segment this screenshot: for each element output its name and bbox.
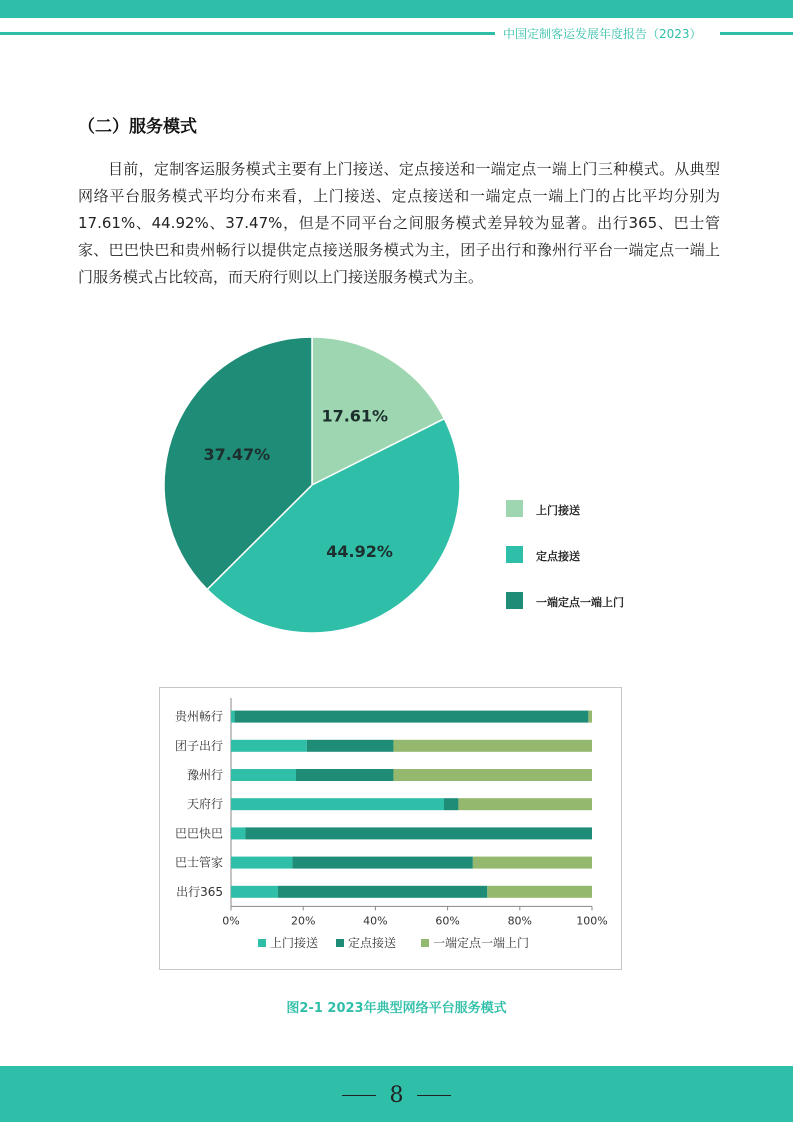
bar-legend-label: 一端定点一端上门 <box>433 936 530 950</box>
bar-segment <box>245 827 592 839</box>
bar-legend-swatch <box>421 939 429 947</box>
bar-segment <box>444 798 458 810</box>
bar-segment <box>307 740 394 752</box>
top-color-band <box>0 0 793 18</box>
bar-category-label: 出行365 <box>176 884 223 899</box>
page-dash-left <box>342 1095 376 1096</box>
pie-legend-item-door-to-door <box>506 500 646 518</box>
page-number-block <box>0 1083 793 1108</box>
bar-segment <box>588 711 592 723</box>
bar-segment <box>235 711 589 723</box>
bar-segment <box>393 769 592 781</box>
legend-swatch <box>506 546 523 563</box>
bar-category-label: 巴士管家 <box>174 855 223 870</box>
section-title: （二）服务模式 <box>78 117 197 137</box>
bar-segment <box>231 711 235 723</box>
pie-legend-item-fixed-point <box>506 546 646 564</box>
legend-swatch <box>506 592 523 609</box>
legend-label: 上门接送 <box>536 504 580 517</box>
bar-segment <box>473 857 592 869</box>
bar-segment <box>393 740 592 752</box>
report-header-title: 中国定制客运发展年度报告（2023） <box>503 27 702 41</box>
pie-value-label-hybrid: 37.47% <box>203 444 271 464</box>
bar-legend-label: 上门接送 <box>270 936 319 950</box>
bar-segment <box>487 886 592 898</box>
legend-swatch <box>506 500 523 517</box>
bar-segment <box>231 769 296 781</box>
body-paragraph: 目前，定制客运服务模式主要有上门接送、定点接送和一端定点一端上门三种模式。从典型网络平台服务模式平均分布来看，上门接送、定点接送和一端定点一端上门的占比平均分别为17.61%、44.92%、37.47%，但是不同平台之间服务模式差异较为显著。出行365、巴士管家、巴巴快巴和贵州畅行以提供定点接送服务模式为主，团子出行和豫州行平台一端定点一端上门服务模式占比较高，而天府行则以上门接送服务模式为主。 <box>78 160 720 286</box>
platform-bar-chart-frame <box>159 687 622 970</box>
bar-x-tick-label: 60% <box>435 914 460 928</box>
header-rule-right <box>720 32 793 35</box>
bar-x-tick-label: 80% <box>507 914 533 928</box>
bar-category-label: 巴巴快巴 <box>174 826 223 841</box>
bar-x-tick-label: 100% <box>576 914 608 928</box>
bar-category-label: 贵州畅行 <box>174 709 223 724</box>
header-rule-left <box>0 32 495 35</box>
bar-legend-swatch <box>258 939 266 947</box>
bar-segment <box>231 886 278 898</box>
bar-segment <box>231 798 444 810</box>
bar-legend-swatch <box>336 939 344 947</box>
legend-label: 定点接送 <box>536 550 580 563</box>
pie-legend-item-hybrid <box>506 592 646 610</box>
bar-segment <box>296 769 393 781</box>
pie-value-label-fixed-point: 44.92% <box>326 542 393 562</box>
bar-segment <box>458 798 592 810</box>
legend-label: 一端定点一端上门 <box>536 596 624 609</box>
bar-category-label: 天府行 <box>186 797 223 812</box>
page-number: 8 <box>389 1083 404 1108</box>
bar-category-label: 团子出行 <box>174 738 223 753</box>
bar-segment <box>231 740 307 752</box>
bar-segment <box>231 857 292 869</box>
bar-legend-label: 定点接送 <box>348 936 397 950</box>
figure-caption: 图2-1 2023年典型网络平台服务模式 <box>286 1001 507 1016</box>
service-mode-pie-chart <box>150 330 480 650</box>
platform-stacked-bar-chart <box>160 688 621 969</box>
bar-segment <box>231 827 245 839</box>
bar-x-tick-label: 40% <box>363 914 388 928</box>
bar-x-tick-label: 0% <box>222 914 240 928</box>
bar-category-label: 豫州行 <box>186 768 223 782</box>
pie-value-label-door-to-door: 17.61% <box>321 406 389 426</box>
bar-segment <box>278 886 487 898</box>
bar-x-tick-label: 20% <box>290 914 316 928</box>
bar-segment <box>292 857 473 869</box>
page-dash-right <box>417 1095 451 1096</box>
